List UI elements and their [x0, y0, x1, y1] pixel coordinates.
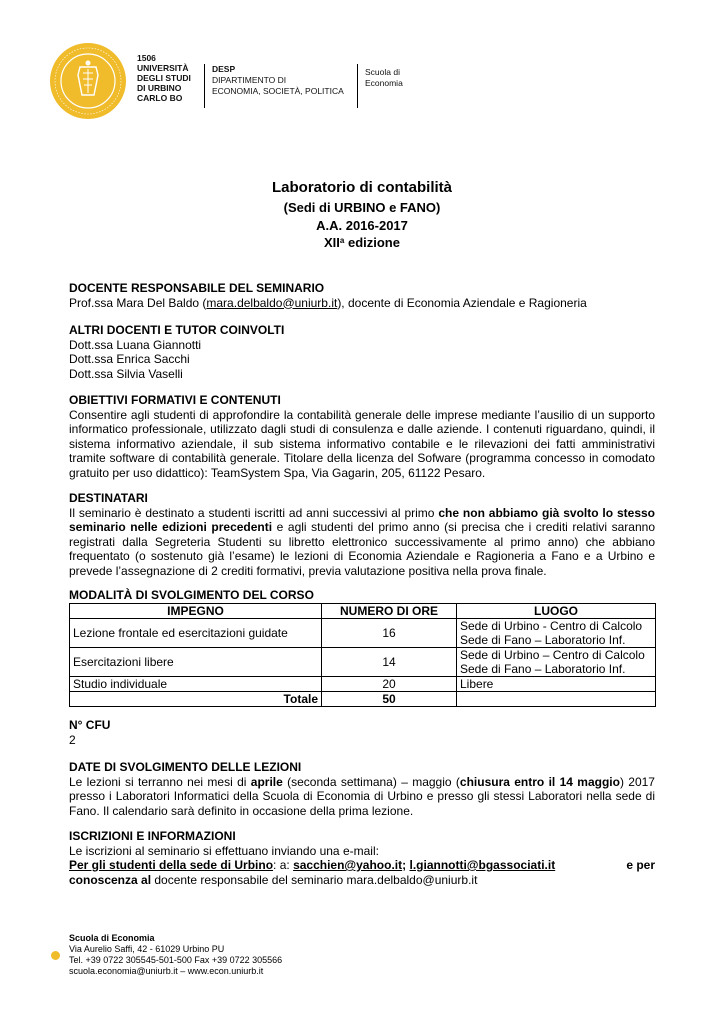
- modalita-table: [69, 603, 656, 707]
- table-header-row: [70, 604, 656, 619]
- university-line: DI URBINO: [137, 83, 182, 93]
- luogo-cell: Libere: [457, 677, 656, 692]
- tutor-name: Dott.ssa Enrica Sacchi: [69, 352, 190, 366]
- impegno-cell: Esercitazioni libere: [70, 648, 322, 677]
- university-line: UNIVERSITÀ: [137, 63, 189, 73]
- header-divider: [204, 64, 205, 108]
- title-sedi: (Sedi di URBINO e FANO): [283, 200, 441, 215]
- e-per-text: e per: [626, 858, 655, 872]
- school-block: [365, 67, 403, 89]
- title-year: A.A. 2016-2017: [316, 218, 408, 233]
- department-block: [212, 64, 344, 97]
- section-iscrizioni: [69, 829, 655, 887]
- luogo-cell: [457, 619, 656, 648]
- date-bold: chiusura entro il 14 maggio: [459, 774, 620, 789]
- footer-phone: Tel. +39 0722 305545-501-500 Fax +39 0722 305566: [69, 955, 283, 965]
- colon-text: : a:: [273, 858, 294, 872]
- giannotti-email-link[interactable]: l.giannotti@bgassociati.it: [409, 858, 556, 872]
- destinatari-part: e agli studenti del primo anno (si precisa che i crediti relativi saranno registrati dalla Segreteria Studenti su libretto elettronico successivamente al primo anno) che abbiano frequentato (o sostenuto già l’esame) le lezioni di Economia Aziendale e Ragioneria a Fano e a Urbino e prevede l’assegnazione di 2 crediti formativi, previa valutazione positiva nella prova finale.: [69, 520, 655, 578]
- tutor-name: Dott.ssa Silvia Vaselli: [69, 366, 183, 381]
- total-label: Totale: [70, 692, 322, 707]
- column-header: IMPEGNO: [70, 604, 322, 619]
- footer-dot-icon: [51, 951, 60, 960]
- edition-word: edizione: [344, 235, 400, 250]
- urbino-students-label: Per gli studenti della sede di Urbino: [69, 858, 274, 872]
- column-header: LUOGO: [457, 604, 656, 619]
- table-row: [70, 677, 656, 692]
- founded-year: 1506: [137, 53, 156, 63]
- section-heading: OBIETTIVI FORMATIVI E CONTENUTI: [69, 393, 281, 407]
- title-edition: [0, 236, 724, 251]
- destinatari-bold: che non abbiamo già svolto lo stesso seminario nelle edizioni precedenti: [69, 505, 655, 534]
- section-destinatari: [69, 491, 655, 578]
- iscrizioni-contacts-line: [69, 858, 655, 873]
- empty-cell: [457, 692, 656, 707]
- edition-superscript: a: [339, 236, 345, 245]
- section-altri-docenti: [69, 323, 655, 381]
- luogo-line: Sede di Urbino - Centro di Calcolo: [460, 619, 643, 633]
- docente-line: [69, 296, 655, 311]
- date-part: Le lezioni si terranno nei mesi di: [69, 774, 251, 789]
- department-line: ECONOMIA, SOCIETÀ, POLITICA: [212, 86, 344, 96]
- table-total-row: [70, 692, 656, 707]
- conoscenza-text: conoscenza al: [69, 872, 152, 887]
- luogo-line: Sede di Fano – Laboratorio Inf.: [460, 633, 626, 647]
- ore-cell: 14: [322, 648, 457, 677]
- destinatari-part: Il seminario è destinato a studenti iscritti ad anni successivi al primo: [69, 505, 439, 520]
- luogo-cell: [457, 648, 656, 677]
- section-docente: [69, 281, 655, 310]
- iscrizioni-intro: Le iscrizioni al seminario si effettuano inviando una e-mail:: [69, 843, 379, 858]
- school-line: Economia: [365, 78, 403, 88]
- header-divider: [357, 64, 358, 108]
- docente-suffix: ), docente di Economia Aziendale e Ragioneria: [337, 295, 587, 310]
- section-heading: N° CFU: [69, 718, 111, 732]
- destinatari-text: [69, 506, 655, 579]
- university-name: [137, 53, 191, 103]
- footer-school-name: Scuola di Economia: [69, 933, 155, 943]
- section-obiettivi: [69, 393, 655, 480]
- docente-prefix: Prof.ssa Mara Del Baldo (: [69, 295, 207, 310]
- iscrizioni-last-line: [69, 873, 655, 888]
- impegno-cell: Lezione frontale ed esercitazioni guidate: [70, 619, 322, 648]
- date-bold: aprile: [250, 774, 283, 789]
- section-heading: ISCRIZIONI E INFORMAZIONI: [69, 829, 236, 843]
- section-heading: DOCENTE RESPONSABILE DEL SEMINARIO: [69, 281, 325, 295]
- section-date: [69, 760, 655, 818]
- university-seal-logo: [50, 43, 126, 119]
- department-abbr: DESP: [212, 64, 236, 74]
- section-heading-modalita: MODALITÀ DI SVOLGIMENTO DEL CORSO: [69, 588, 314, 602]
- department-line: DIPARTIMENTO DI: [212, 75, 287, 85]
- ore-cell: 16: [322, 619, 457, 648]
- date-text: [69, 775, 655, 819]
- section-heading: DATE DI SVOLGIMENTO DELLE LEZIONI: [69, 760, 302, 774]
- university-line: CARLO BO: [137, 93, 183, 103]
- docente-email-link[interactable]: mara.delbaldo@uniurb.it: [206, 295, 338, 310]
- cfu-value: 2: [69, 732, 76, 747]
- luogo-line: Sede di Urbino – Centro di Calcolo: [460, 648, 645, 662]
- date-part: (seconda settimana) – maggio (: [282, 774, 460, 789]
- section-heading: ALTRI DOCENTI E TUTOR COINVOLTI: [69, 323, 285, 337]
- footer-web[interactable]: scuola.economia@uniurb.it – www.econ.uniurb.it: [69, 966, 264, 976]
- table-row: [70, 619, 656, 648]
- responsabile-text: docente responsabile del seminario mara.delbaldo@uniurb.it: [151, 872, 478, 887]
- table-row: [70, 648, 656, 677]
- section-cfu: [69, 718, 655, 747]
- ore-cell: 20: [322, 677, 457, 692]
- luogo-line: Sede di Fano – Laboratorio Inf.: [460, 662, 626, 676]
- column-header: NUMERO DI ORE: [322, 604, 457, 619]
- page-title: Laboratorio di contabilità: [271, 179, 452, 196]
- tutor-name: Dott.ssa Luana Giannotti: [69, 337, 202, 352]
- university-line: DEGLI STUDI: [137, 73, 191, 83]
- obiettivi-text: Consentire agli studenti di approfondire la contabilità generale delle imprese mediante l’ausilio di un supporto informatico professionale, utilizzato dagli studi di consulenza e dalle aziende. I contenuti riguardano, quindi, il sistema informativo aziendale, il sub sistema informativo contabile e le rilevazioni dei fatti amministrativi tramite software di contabilità generale. Titolare della licenza del Sofware (programma concesso in comodato gratuito per uso didattico): TeamSystem Spa, Via Gagarin, 205, 61122 Pesaro.: [69, 407, 655, 480]
- edition-number: XII: [324, 235, 340, 250]
- impegno-cell: Studio individuale: [70, 677, 322, 692]
- footer-address: Via Aurelio Saffi, 42 - 61029 Urbino PU: [69, 944, 225, 954]
- date-part: ) 2017 presso i Laboratori Informatici della Scuola di Economia di Urbino e presso gli stessi Laboratori nella sede di Fano. Il calendario sarà definito in occasione della prima lezione.: [69, 774, 655, 818]
- total-value: 50: [322, 692, 457, 707]
- semicolon-text: ;: [402, 858, 410, 872]
- school-line: Scuola di: [365, 67, 400, 77]
- section-heading: DESTINATARI: [69, 491, 148, 505]
- sacchi-email-link[interactable]: sacchien@yahoo.it: [293, 858, 403, 872]
- footer: [69, 933, 282, 977]
